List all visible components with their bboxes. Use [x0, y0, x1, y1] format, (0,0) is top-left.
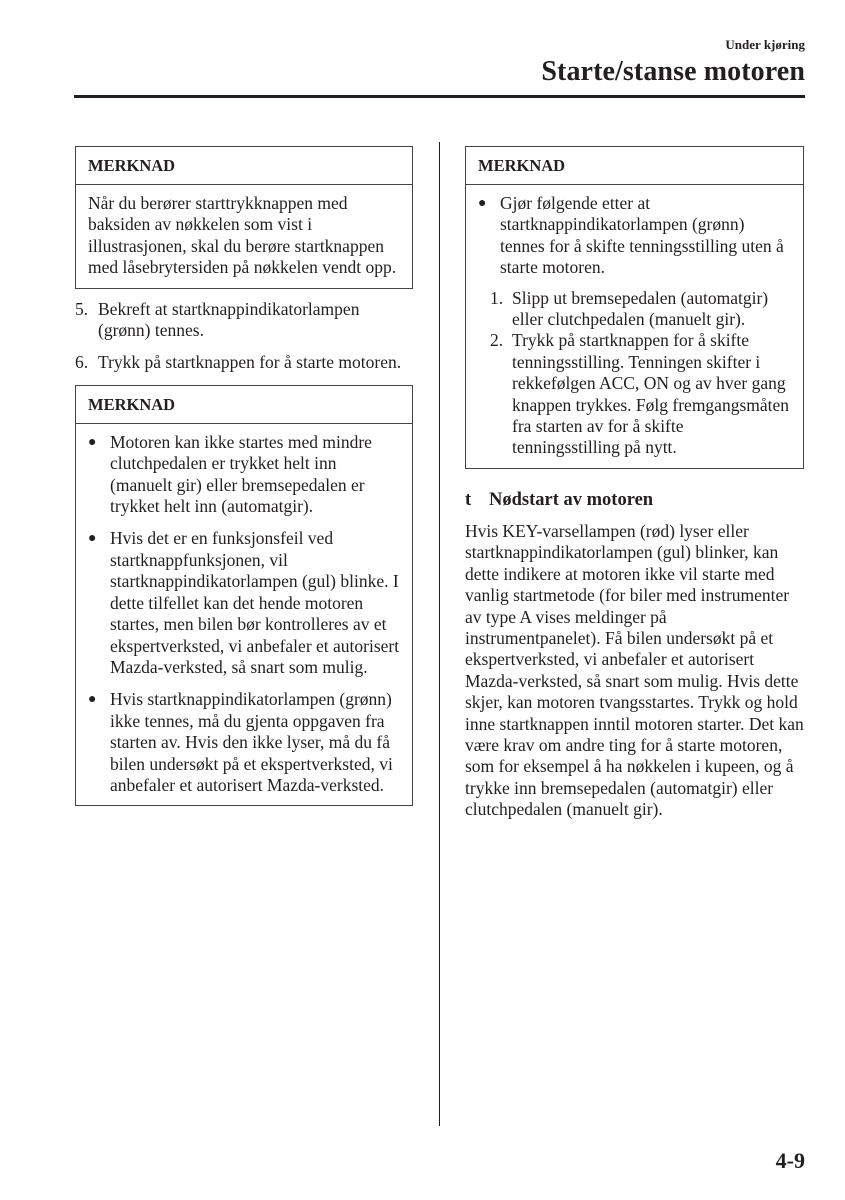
bullet-text: Motoren kan ikke startes med mindre clutchpedalen er trykket helt inn (manuelt gir) eller bremsepedalen er trykket helt inn (automatgir). [110, 431, 372, 517]
sub-step-number: 2. [490, 330, 504, 351]
note-box-ignition-position [465, 146, 804, 469]
bullet-item [88, 432, 400, 518]
note-heading: MERKNAD [76, 386, 412, 424]
sub-step-item [490, 330, 791, 458]
page-number: 4-9 [775, 1148, 805, 1173]
subsection-title: Nødstart av motoren [489, 489, 654, 510]
bullet-text: Hvis det er en funksjonsfeil ved startknappfunksjonen, vil startknappindikatorlampen (gul) blinke. I dette tilfellet kan det hende motoren startes, men bilen bør kontrolleres av et ekspertverksted, vi anbefaler et autorisert Mazda-verksted, så snart som mulig. [110, 528, 400, 677]
step-text: Bekreft at startknappindikatorlampen (grønn) tennes. [98, 298, 360, 341]
note-box-key-touch [75, 146, 413, 289]
sub-step-item [490, 288, 791, 331]
step-list [75, 299, 413, 374]
bullet-icon: ● [478, 196, 487, 211]
note-text: Når du berører starttrykknappen med baksiden av nøkkelen som vist i illustrasjonen, skal du berøre startknappen med låsebrytersiden på nøkkelen vendt opp. [88, 193, 397, 278]
bullet-item [88, 528, 400, 678]
bullet-item [478, 193, 791, 279]
left-column [75, 146, 413, 806]
sub-step-number: 1. [490, 287, 504, 308]
note-body [466, 185, 803, 468]
step-item [75, 352, 413, 373]
sub-step-list [478, 288, 791, 459]
bullet-icon: ● [88, 692, 97, 708]
note-heading: MERKNAD [76, 147, 412, 185]
bullet-icon: ● [88, 531, 97, 547]
page-title: Starte/stanse motoren [541, 56, 805, 87]
note-box-start-conditions [75, 385, 413, 807]
bullet-icon: ● [88, 434, 97, 450]
section-marker-icon: t [465, 489, 472, 510]
sub-step-text: Trykk på startknappen for å skifte tenningsstilling. Tenningen skifter i rekkefølgen ACC, ON og av hver gang knappen trykkes. Følg fremgangsmåten fra starten av for å skifte tenningsstilling på nytt. [512, 330, 790, 458]
step-number: 6. [75, 352, 89, 373]
column-divider [439, 142, 440, 1126]
step-text: Trykk på startknappen for å starte motoren. [98, 352, 402, 373]
header-rule [74, 95, 805, 98]
bullet-text: Hvis startknappindikatorlampen (grønn) ikke tennes, må du gjenta oppgaven fra starten av. Hvis den ikke lyser, må du få bilen undersøkt på et ekspertverksted, vi anbefaler et autorisert Mazda-verksted. [110, 689, 393, 795]
bullet-text: Gjør følgende etter at startknappindikatorlampen (grønn) tennes for å skifte tenningsstilling uten å starte motoren. [500, 193, 784, 278]
step-number: 5. [75, 298, 89, 319]
step-item [75, 299, 413, 342]
note-heading: MERKNAD [466, 147, 803, 185]
note-body [76, 424, 412, 806]
note-body [76, 185, 412, 288]
sub-step-text: Slipp ut bremsepedalen (automatgir) eller clutchpedalen (manuelt gir). [512, 287, 769, 330]
right-column [465, 146, 804, 821]
subsection-heading [465, 488, 804, 512]
section-label: Under kjøring [725, 37, 805, 52]
bullet-item [88, 689, 400, 796]
subsection-body: Hvis KEY-varsellampen (rød) lyser eller startknappindikatorlampen (gul) blinker, kan dette indikere at motoren ikke vil starte med vanlig startmetode (for biler med instrumenter av type A vises meldinger på instrumentpanelet). Få bilen undersøkt på et ekspertverksted, vi anbefaler et autorisert Mazda-verksted, så snart som mulig. Hvis dette skjer, kan motoren tvangsstartes. Trykk og hold inne startknappen inntil motoren starter. Det kan være krav om andre ting for å starte motoren, som for eksempel å ha nøkkelen i kupeen, og å trykke inn bremsepedalen (automatgir) eller clutchpedalen (manuelt gir). [465, 520, 804, 820]
